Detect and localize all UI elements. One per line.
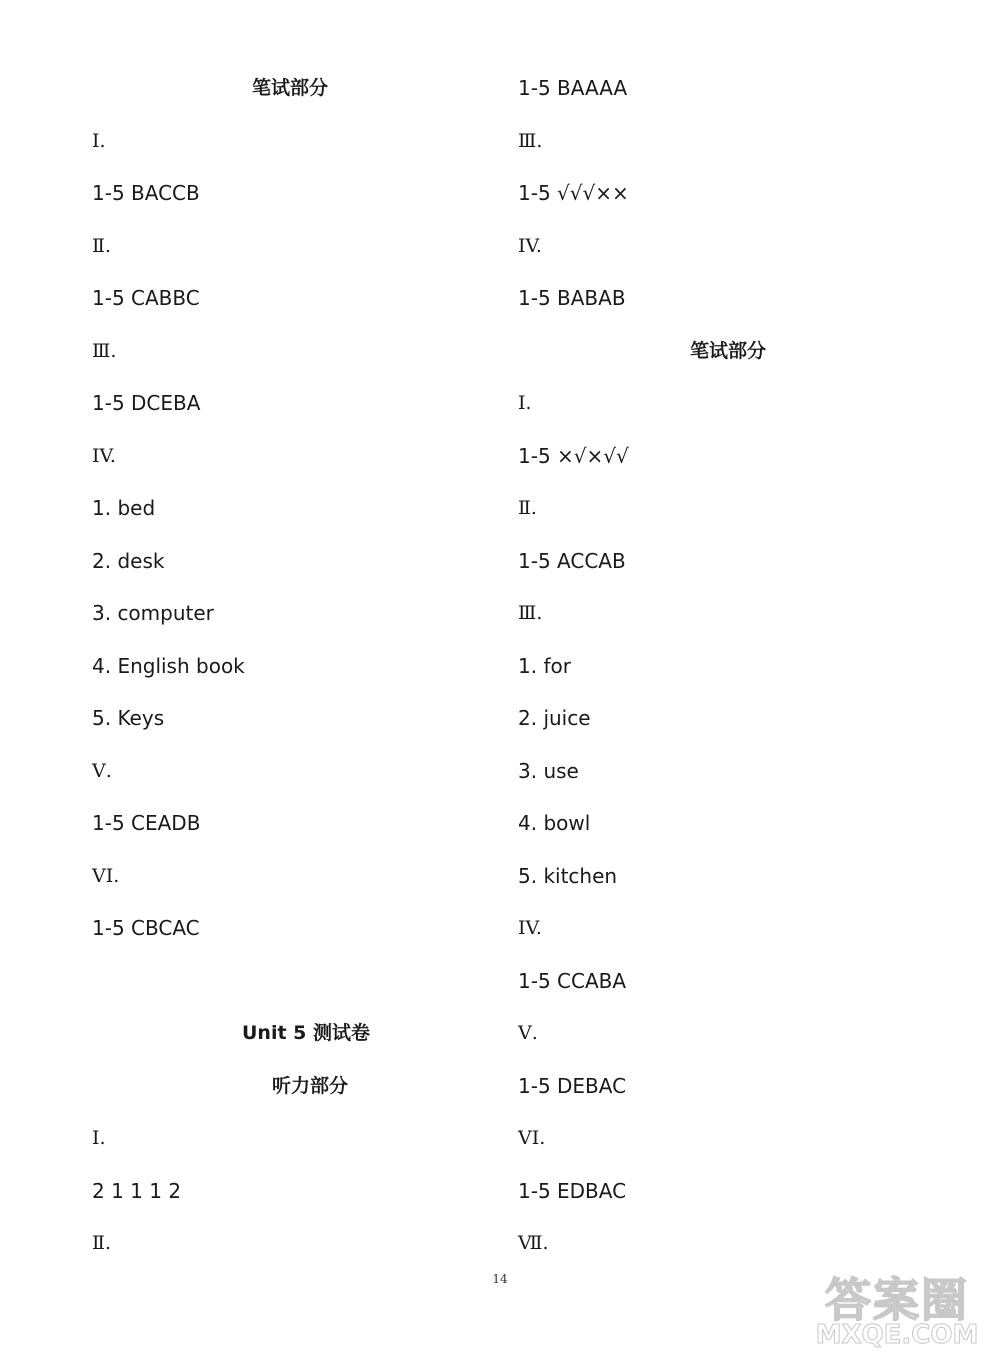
question-number: VI. (92, 864, 120, 887)
question-number: IV. (518, 234, 542, 257)
right-column (518, 62, 938, 1270)
answer-line: 5. kitchen (518, 863, 618, 888)
answer-line: 1-5 √√√×× (518, 181, 629, 205)
unit-heading: Unit 5 测试卷 (242, 1022, 370, 1044)
answer-line: 1-5 DCEBA (92, 391, 201, 415)
question-number: VI. (518, 1127, 546, 1149)
watermark-cn: 答案圈 (825, 1273, 969, 1327)
question-number: Ⅲ. (518, 602, 543, 624)
question-number: Ⅴ. (518, 1022, 538, 1044)
answer-line: 5. Keys (92, 706, 165, 730)
section-heading: 笔试部分 (690, 339, 767, 362)
answer-line: 1-5 CCABA (518, 968, 627, 993)
question-number: Ⅱ. (92, 1232, 111, 1254)
answer-line: 3. use (518, 758, 579, 783)
question-number: Ⅲ. (518, 129, 543, 152)
answer-line: 2 1 1 1 2 (92, 1178, 182, 1203)
answer-line: 1-5 ×√×√√ (518, 443, 629, 468)
question-number: Ⅰ. (92, 1127, 106, 1149)
question-number: Ⅰ. (518, 392, 532, 414)
answer-line: 1. for (518, 653, 571, 678)
page-number: 14 (492, 1272, 508, 1286)
answer-line: 1-5 CBCAC (92, 916, 200, 940)
answer-line: 1-5 CEADB (92, 811, 201, 835)
answer-line: 1-5 BABAB (518, 286, 626, 310)
question-number: Ⅱ. (92, 234, 111, 257)
question-number: Ⅲ. (92, 339, 117, 362)
answer-line: 4. English book (92, 653, 245, 678)
answer-line: 4. bowl (518, 811, 591, 835)
answer-line: 1-5 CABBC (92, 286, 200, 310)
answer-line: 1. bed (92, 496, 156, 520)
section-heading: 听力部分 (272, 1074, 349, 1097)
answer-line: 1-5 ACCAB (518, 548, 626, 573)
question-number: Ⅶ. (518, 1232, 549, 1254)
question-number: IV. (92, 444, 116, 467)
question-number: Ⅴ. (92, 759, 112, 782)
watermark-en: MXQE.COM (815, 1320, 979, 1350)
answer-line: 1-5 EDBAC (518, 1178, 627, 1203)
answer-line: 1-5 BACCB (92, 181, 200, 205)
watermark-logo (802, 1264, 992, 1354)
answer-line: 3. computer (92, 601, 214, 625)
answer-line: 1-5 DEBAC (518, 1073, 627, 1098)
section-heading: 笔试部分 (252, 77, 329, 99)
left-column (92, 62, 492, 1270)
answer-line: 1-5 BAAAA (518, 76, 628, 100)
question-number: Ⅰ. (92, 129, 106, 152)
answer-line: 2. juice (518, 706, 591, 730)
question-number: IV. (518, 917, 542, 939)
question-number: Ⅱ. (518, 497, 537, 519)
answer-line: 2. desk (92, 548, 165, 573)
spacer (92, 955, 492, 1008)
